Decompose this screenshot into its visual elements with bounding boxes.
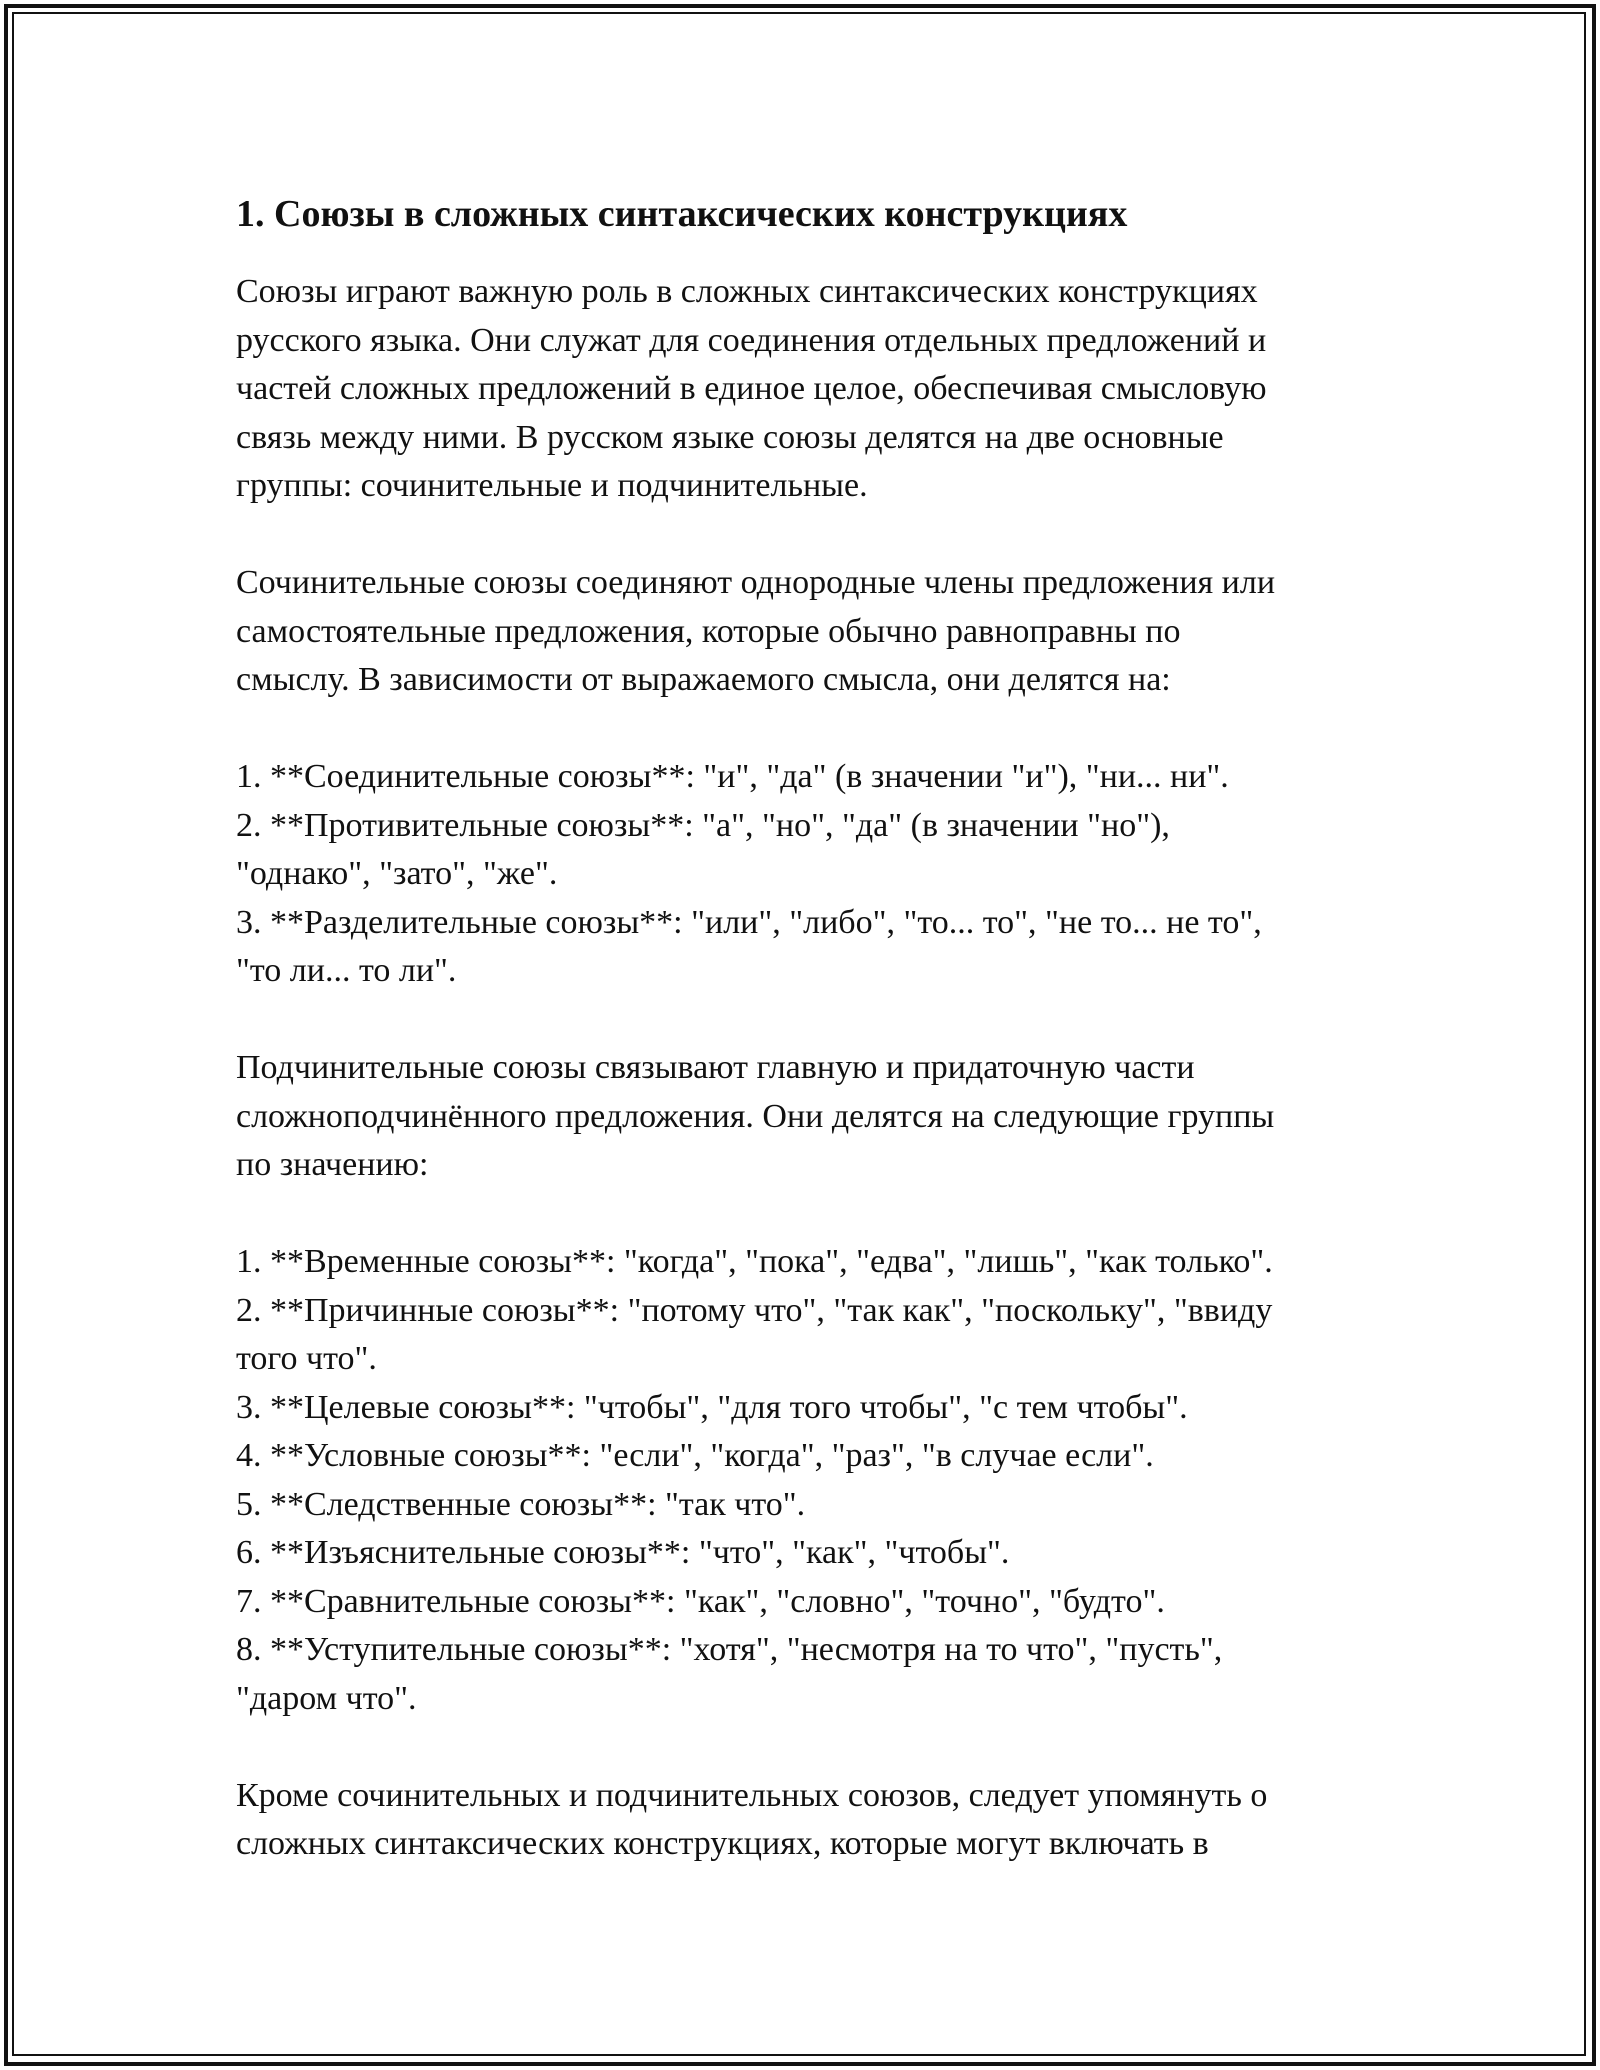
subordinating-paragraph <box>236 1044 1386 1190</box>
text-line: смыслу. В зависимости от выражаемого смысла, они делятся на: <box>236 661 1171 698</box>
paragraph-spacer <box>236 996 1386 1045</box>
list-line: 6. **Изъяснительные союзы**: "что", "как", "чтобы". <box>236 1534 1010 1571</box>
text-line: по значению: <box>236 1146 429 1183</box>
list-line: 8. **Уступительные союзы**: "хотя", "несмотря на то что", "пусть", <box>236 1631 1223 1668</box>
text-line: Сочинительные союзы соединяют однородные члены предложения или <box>236 564 1276 601</box>
paragraph-spacer <box>236 511 1386 560</box>
text-line: самостоятельные предложения, которые обычно равноправны по <box>236 612 1181 650</box>
intro-paragraph <box>236 268 1386 511</box>
list-line: 4. **Условные союзы**: "если", "когда", "раз", "в случае если". <box>236 1437 1154 1474</box>
paragraph-spacer <box>236 705 1386 754</box>
coordinating-list <box>236 753 1386 996</box>
text-line: группы: сочинительные и подчинительные. <box>236 467 868 504</box>
list-line: "даром что". <box>236 1679 417 1717</box>
text-line: связь между ними. В русском языке союзы делятся на две основные <box>236 418 1224 456</box>
text-line: сложноподчинённого предложения. Они делятся на следующие группы <box>236 1097 1275 1135</box>
text-line: Союзы играют важную роль в сложных синтаксических конструкциях <box>236 273 1258 310</box>
list-line: 5. **Следственные союзы**: "так что". <box>236 1485 806 1523</box>
list-line: 2. **Причинные союзы**: "потому что", "так как", "поскольку", "ввиду <box>236 1291 1273 1329</box>
list-line: того что". <box>236 1340 377 1377</box>
list-line: 7. **Сравнительные союзы**: "как", "словно", "точно", "будто". <box>236 1582 1165 1620</box>
list-line: "то ли... то ли". <box>236 952 457 989</box>
text-line: частей сложных предложений в единое целое, обеспечивая смысловую <box>236 370 1267 407</box>
list-line: 3. **Целевые союзы**: "чтобы", "для того чтобы", "с тем чтобы". <box>236 1388 1188 1426</box>
subordinating-list <box>236 1238 1386 1723</box>
closing-paragraph <box>236 1772 1386 1869</box>
text-line: Кроме сочинительных и подчинительных союзов, следует упомянуть о <box>236 1776 1268 1814</box>
list-line: 3. **Разделительные союзы**: "или", "либо", "то... то", "не то... не то", <box>236 903 1262 941</box>
text-line: сложных синтаксических конструкциях, которые могут включать в <box>236 1825 1209 1862</box>
document-body <box>236 188 1386 1869</box>
text-line: русского языка. Они служат для соединения отдельных предложений и <box>236 321 1267 359</box>
paragraph-spacer <box>236 1723 1386 1772</box>
list-line: 2. **Противительные союзы**: "а", "но", "да" (в значении "но"), <box>236 806 1170 844</box>
list-line: 1. **Соединительные союзы**: "и", "да" (в значении "и"), "ни... ни". <box>236 758 1229 795</box>
text-line: Подчинительные союзы связывают главную и придаточную части <box>236 1049 1195 1086</box>
list-line: "однако", "зато", "же". <box>236 855 558 892</box>
list-line: 1. **Временные союзы**: "когда", "пока", "едва", "лишь", "как только". <box>236 1243 1273 1280</box>
section-heading: 1. Союзы в сложных синтаксических конструкциях <box>236 193 1128 235</box>
coordinating-paragraph <box>236 559 1386 705</box>
paragraph-spacer <box>236 1190 1386 1239</box>
